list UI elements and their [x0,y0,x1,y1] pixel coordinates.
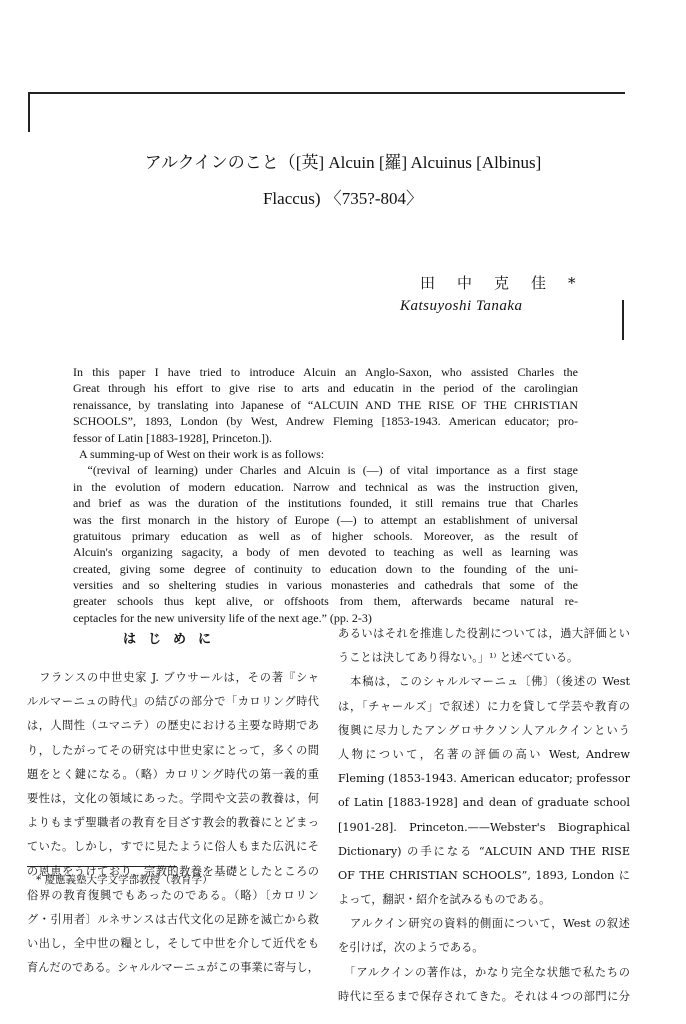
text-line: in the evolution of modern education. Narrow and technical as was the instruction given, [73,479,578,494]
text-line: 俗界の教育復興でもあったのである。（略）〔カロリン [27,888,319,902]
text-line: あるいはそれを推進した役割については，過大評価とい [338,627,630,640]
title-line-1: アルクインのこと（[英] Alcuin [羅] Alcuinus [Albinus] [144,153,542,172]
left-column [27,625,319,980]
text-line: renaissance, by translating into Japanese of “ALCUIN AND THE RISE OF THE CHRISTIAN [73,397,578,412]
frame-top-rule [28,92,625,94]
text-line: 人物について，名著の評価の高い West, Andrew [338,747,630,761]
text-line: ルルマーニュの時代』の結びの部分で「カロリング時代 [27,695,319,709]
author-english: Katsuyoshi Tanaka [400,298,523,314]
text-line: 題をとく鍵になる。（略）カロリング時代の第一義的重 [27,767,319,781]
text-line: A summing-up of West on their work is as follows: [73,446,325,461]
text-line: 要性は，文化の領域にあった。学問や文芸の教養は，何 [27,791,319,805]
text-line: アルクイン研究の資料的側面について，West の叙述 [338,917,630,931]
text-line: gratuitous primary education as well as of higher schools. Moreover, as the result of [73,528,578,543]
text-line: “(revival of learning) under Charles and Alcuin is (—) of vital importance as a first stage [73,463,578,478]
text-line: ていた。しかし，すでに見たように俗人もまた広汎にそ [27,840,319,854]
text-line: created, giving some degree of continuity to education down to the founding of the uni- [73,561,578,576]
text-line: い出し，全中世の糧とし，そして中世を介して近代をも [27,937,319,951]
text-line: 育んだのである。シャルルマーニュがこの事業に寄与し， [27,961,319,975]
text-line: of Latin [1883-1928] and dean of graduate school [338,796,630,810]
frame-left-rule [28,92,30,132]
text-line: ceptacles for the new university life of the next age.” (pp. 2-3) [73,610,372,625]
text-line: Fleming (1853-1943. American educator; professor [338,772,630,786]
right-column [338,622,630,1009]
text-line: OF THE CHRISTIAN SCHOOLS”, 1893, London に [338,868,630,882]
footnote: * 慶應義塾大学文学部教授（教育学） [36,874,213,886]
abstract [73,364,578,626]
text-line: うことは決してあり得ない。」¹⁾ と述べている。 [338,651,579,665]
section-heading: はじめに [122,632,223,647]
text-line: 時代に至るまで保存されてきた。それは４つの部門に分 [338,989,630,1003]
text-line: は，「チャールズ」で叙述）に力を貸して学芸や教育の [338,699,630,713]
text-line: greater schools thus kept alive, or offshoots from them, afterwards became natural re- [73,594,578,609]
text-line: and brief as was the duration of the institutions founded, it still remains true that Charles [73,496,578,511]
text-line: versities and so sheltering studies in various monasteries and cathedrals that some of the [73,578,578,593]
text-line: フランスの中世史家 J. ブウサールは，その著『シャ [27,671,319,684]
text-line: り，したがってその研究は中世史家にとって，多くの問 [27,743,319,757]
text-line: [1901-28]. Princeton.——Webster's Biographical [338,820,630,834]
text-line: Great through his effort to give rise to arts and educatin in the period of the carolingian [73,381,578,396]
text-line: 「アルクインの著作は，かなり完全な状態で私たちの [338,965,630,979]
title-line-2: Flaccus) 〈735?-804〉 [262,189,424,208]
text-line: 本稿は，このシャルルマーニュ〔佛〕（後述の West [338,675,630,689]
text-line: グ・引用者〕ルネサンスは古代文化の足跡を滅亡から救 [27,912,319,926]
text-line: を引けば，次のようである。 [338,941,484,955]
text-line: was the first monarch in the history of Europe (—) to attempt an establishment of universal [73,512,578,527]
text-line: よって，翻訳・紹介を試みるものである。 [338,893,551,907]
author-japanese: 田中克佳* [420,274,598,292]
text-line: 復興に尽力したアングロサクソン人アルクインという [338,723,630,737]
text-line: は，人間性（ユマニテ）の歴史における主要な時期であ [27,719,319,733]
text-line: fessor of Latin [1883-1928], Princeton.]). [73,430,272,445]
frame-right-rule [622,300,624,340]
text-line: Alcuin's organizing sagacity, a body of men devoted to teaching as well as learning was [73,545,578,560]
text-line: Dictionary) の手になる “ALCUIN AND THE RISE [338,844,630,858]
text-line: の恩恵をうけており，宗教的教養を基礎としたところの [27,864,319,878]
text-line: In this paper I have tried to introduce Alcuin an Anglo-Saxon, who assisted Charles the [73,365,578,379]
text-line: よりもまず聖職者の教育を目ざす教会的教養にとどまっ [27,816,319,830]
text-line: SCHOOLS”, 1893, London (by West, Andrew Fleming [1853-1943. American educator; pro- [73,414,578,429]
